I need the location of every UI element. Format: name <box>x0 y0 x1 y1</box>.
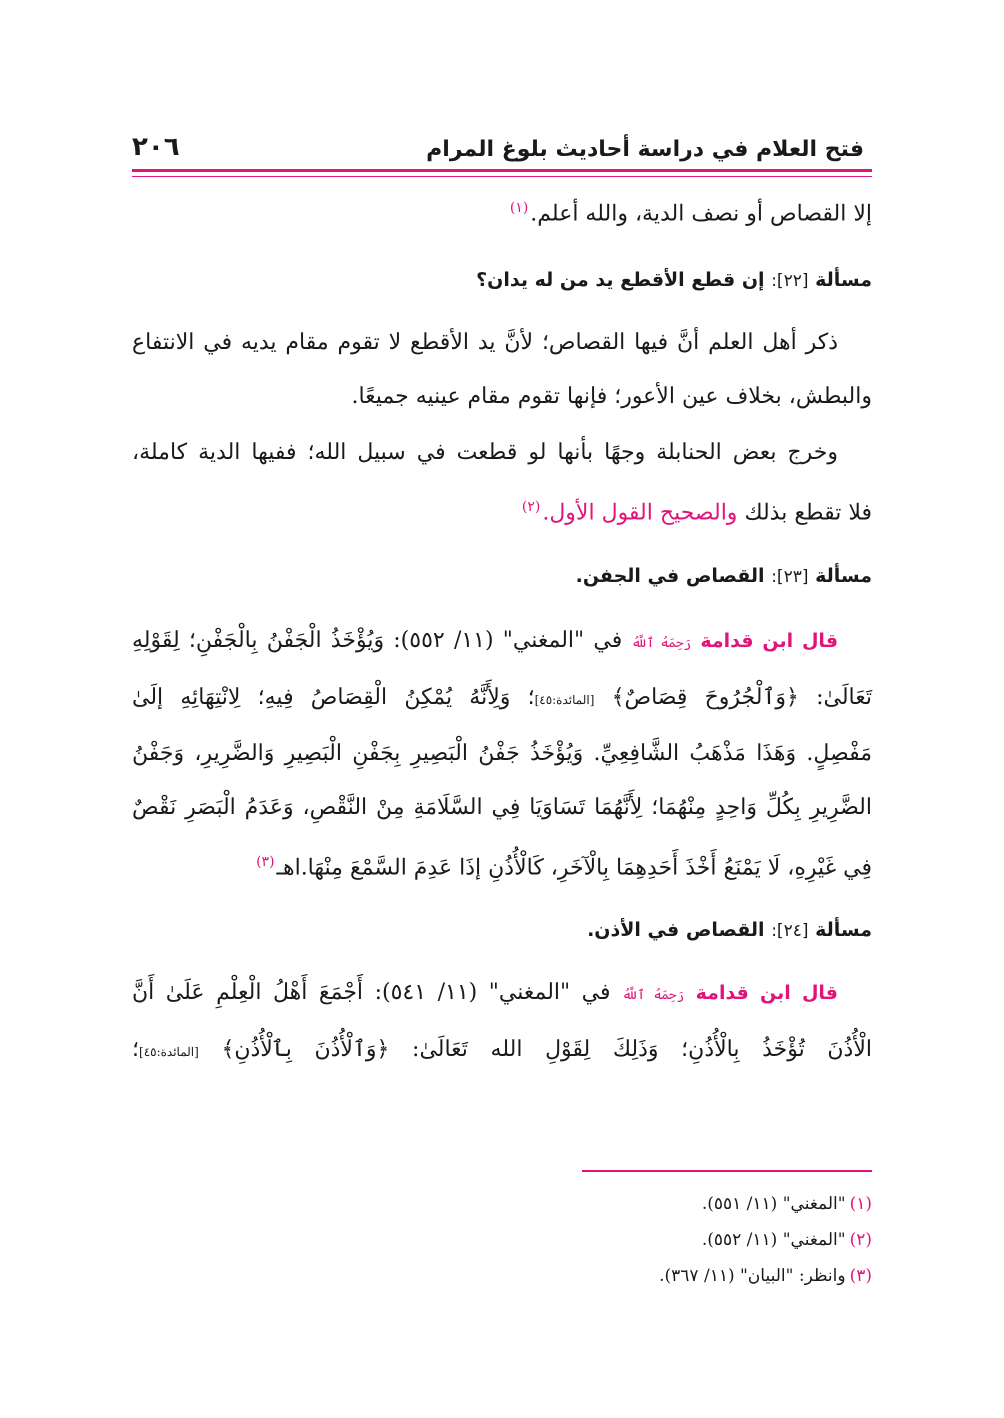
verse-reference: [المائدة:٤٥] <box>139 1044 199 1059</box>
paragraph-2-line-1: ذكر أهل العلم أنَّ فيها القصاص؛ لأنَّ يد الأقطع لا تقوم مقام يديه في الانتفاع <box>132 330 838 356</box>
page-header <box>132 118 872 168</box>
footnote-text: "المغني" (١١/ ٥٥٢). <box>701 1230 846 1250</box>
quote-1-line-2 <box>132 678 872 720</box>
honorific: رَحِمَهُ ٱللَّهُ <box>631 635 692 651</box>
footnote-number: (٢) <box>849 1230 872 1250</box>
footnote-ref-2[interactable]: (٢) <box>521 499 541 516</box>
quote-2-line-2-pre: الْأُذُنَ تُؤْخَذُ بِالْأُذُنِ؛ وَذَلِكَ لِقَوْلِ الله تَعَالَىٰ: <box>412 1036 872 1062</box>
paragraph-3-line-1: وخرج بعض الحنابلة وجهًا بأنها لو قطعت في سبيل الله؛ ففيها الدية كاملة، <box>132 440 838 466</box>
author-name: قال ابن قدامة <box>695 981 839 1004</box>
quote-1-line-1 <box>132 621 872 664</box>
issue-23-heading <box>132 556 872 597</box>
quote-2-line-2 <box>132 1030 872 1072</box>
preferred-opinion: والصحيح القول الأول. <box>542 500 738 526</box>
paragraph-3-text: فلا تقطع بذلك <box>744 500 872 526</box>
paragraph-2-line-2: والبطش، بخلاف عين الأعور؛ فإنها تقوم مقام عينيه جميعًا. <box>351 384 872 410</box>
quote-1-line-4: الضَّرِيرِ بِكُلِّ وَاحِدٍ مِنْهُمَا؛ لِأَنَّهُمَا تَسَاوَيَا فِي السَّلَامَةِ مِنْ النَّقْصِ، وَعَدَمُ الْبَصَرِ نَقْصٌ <box>132 794 872 820</box>
issue-title: القصاص في الجفن. <box>575 564 765 587</box>
footnote-ref-1[interactable]: (١) <box>509 200 529 216</box>
quote-1-line-2-pre: تَعَالَىٰ: <box>816 684 872 710</box>
footnote-1 <box>132 1186 872 1222</box>
quran-verse: ﴿وَٱلْجُرُوحَ قِصَاصٌ﴾ <box>611 684 799 710</box>
quote-2-line-2-post: ؛ <box>132 1036 139 1062</box>
page-number: ٢٠٦ <box>132 132 180 162</box>
quote-1-line-1-text: في "المغني" (١١/ ٥٥٢): وَيُؤْخَذُ الْجَفْنُ بِالْجَفْنِ؛ لِقَوْلِهِ <box>132 627 623 653</box>
paragraph-1-text: إلا القصاص أو نصف الدية، والله أعلم. <box>530 201 872 227</box>
footnotes <box>132 1186 872 1294</box>
issue-label: مسألة <box>815 564 872 587</box>
issue-title: القصاص في الأذن. <box>587 918 765 941</box>
issue-label: مسألة <box>815 918 872 941</box>
footnote-2 <box>132 1222 872 1258</box>
quote-1-line-3: مَفْصِلٍ. وَهَذَا مَذْهَبُ الشَّافِعِيِّ. وَيُؤْخَذُ جَفْنُ الْبَصِيرِ بِجَفْنِ الْبَصِيرِ وَالضَّرِيرِ، وَجَفْنُ <box>132 740 872 766</box>
issue-title: إن قطع الأقطع يد من له يدان؟ <box>476 269 765 292</box>
honorific: رَحِمَهُ ٱللَّهُ <box>622 987 685 1003</box>
issue-label: مسألة <box>815 269 872 292</box>
verse-reference: [المائدة:٤٥] <box>534 692 595 707</box>
footnote-ref-3[interactable]: (٣) <box>256 853 275 870</box>
issue-number: [٢٤]: <box>771 920 809 941</box>
author-name: قال ابن قدامة <box>700 629 839 652</box>
header-rule-thin <box>132 176 872 177</box>
footnote-number: (١) <box>849 1194 872 1214</box>
quote-1-line-2-post: ؛ وَلِأَنَّهُ يُمْكِنُ الْقِصَاصُ فِيهِ؛ لِانْتِهَائِهِ إلَىٰ <box>132 684 535 710</box>
paragraph-1 <box>132 188 872 234</box>
quote-2-line-1-text: في "المغني" (١١/ ٥٤١): أَجْمَعَ أَهْلُ الْعِلْمِ عَلَىٰ أَنَّ <box>132 979 611 1005</box>
footnote-3 <box>132 1258 872 1294</box>
quran-verse: ﴿وَٱلْأُذُنَ بِٱلْأُذُنِ﴾ <box>221 1036 390 1062</box>
header-rule-thick <box>132 169 872 172</box>
footnote-text: وانظر: "البيان" (١١/ ٣٦٧). <box>659 1266 846 1286</box>
quote-1-line-5 <box>132 842 872 888</box>
issue-number: [٢٢]: <box>771 271 809 292</box>
issue-24-heading <box>132 910 872 951</box>
issue-number: [٢٣]: <box>771 566 809 587</box>
paragraph-3-line-2 <box>132 487 872 533</box>
quote-1-line-5-text: فِي غَيْرِهِ، لَا يَمْنَعُ أَخْذَ أَحَدِهِمَا بِالْآخَرِ، كَالْأُذُنِ إذَا عَدِمَ السَّمْعَ مِنْهَا.اهـ <box>276 854 872 880</box>
footnote-text: "المغني" (١١/ ٥٥١). <box>701 1194 846 1214</box>
footnote-number: (٣) <box>849 1266 872 1286</box>
book-title: فتح العلام في دراسة أحاديث بلوغ المرام <box>426 137 864 162</box>
footnote-separator <box>582 1170 872 1172</box>
main-text <box>132 188 872 1072</box>
quote-2-line-1 <box>132 973 872 1016</box>
issue-22-heading <box>132 260 872 301</box>
